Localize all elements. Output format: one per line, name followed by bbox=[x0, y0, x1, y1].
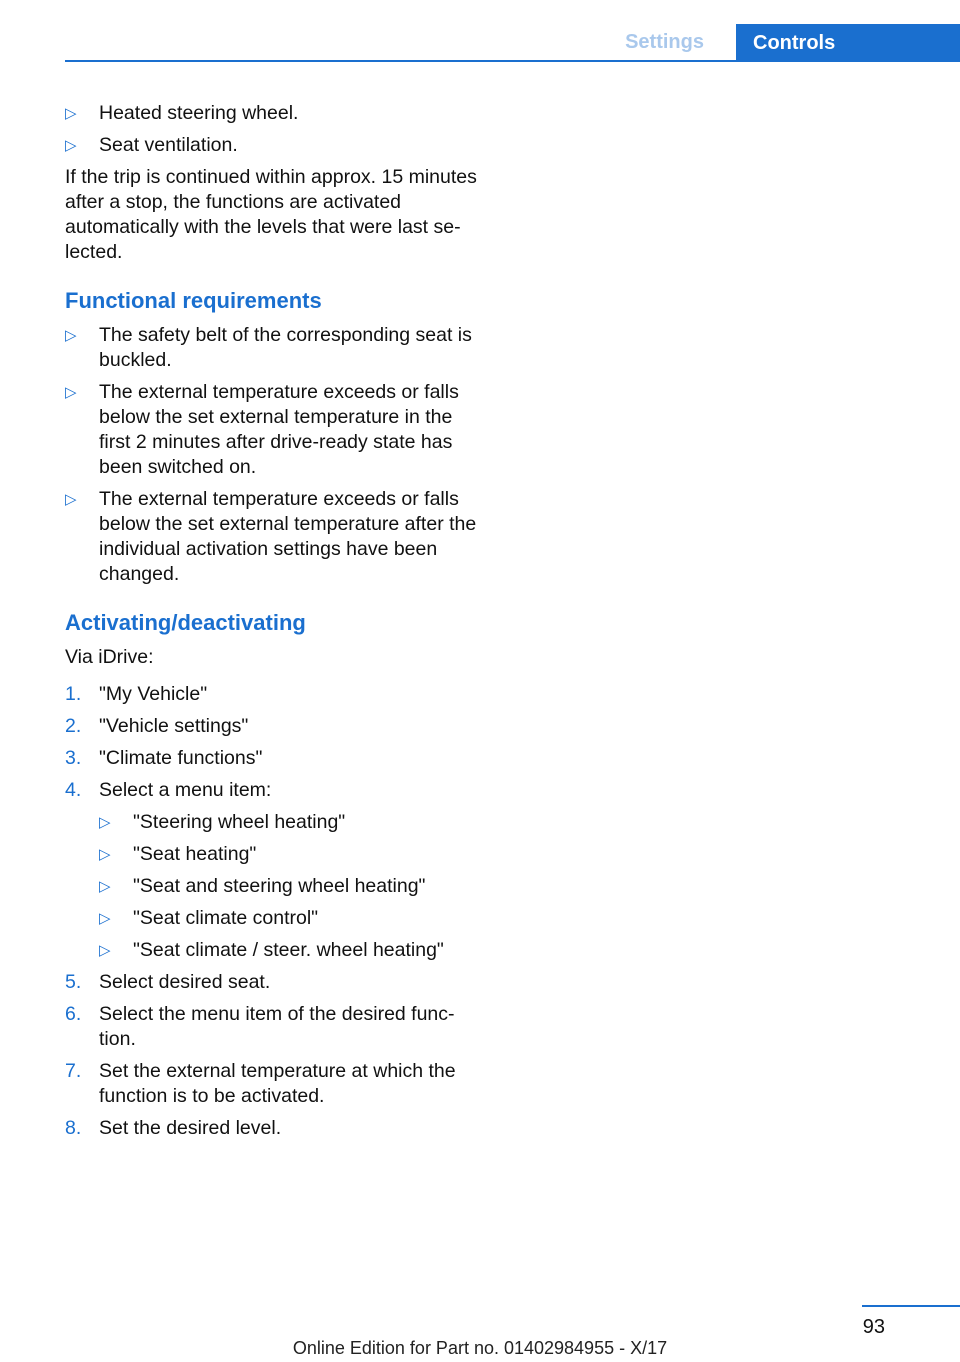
triangle-bullet-icon: ▷ bbox=[99, 814, 111, 831]
tab-settings[interactable]: Settings bbox=[625, 31, 704, 53]
list-item: ▷ "Seat heating" bbox=[99, 843, 257, 865]
tab-controls[interactable]: Controls bbox=[736, 24, 960, 62]
step-number: 6. bbox=[65, 1003, 82, 1025]
list-item: ▷ "Steering wheel heating" bbox=[99, 811, 346, 833]
list-item: ▷ The external temperature exceeds or falls below the set external temperature in the first 2 minutes after drive-ready state has been switched on. bbox=[65, 381, 459, 478]
functional-requirements-section bbox=[65, 287, 480, 587]
section-heading: Activating/deactivating bbox=[65, 610, 306, 635]
list-item: ▷ "Seat climate / steer. wheel heating" bbox=[99, 939, 444, 961]
step-number: 7. bbox=[65, 1060, 82, 1082]
list-item: ▷ The external temperature exceeds or falls below the set external temperature after the individual activation settings have been changed. bbox=[65, 488, 477, 585]
header-rule bbox=[65, 60, 960, 62]
triangle-bullet-icon: ▷ bbox=[99, 878, 111, 895]
list-item: ▷ Heated steering wheel. bbox=[65, 102, 299, 124]
intro-paragraph: If the trip is continued within approx. 15 minutes after a stop, the functions are activated automatically with the levels that were last selected. bbox=[65, 166, 477, 263]
step-item bbox=[65, 1059, 480, 1109]
step-item bbox=[65, 1002, 480, 1052]
main-content bbox=[65, 101, 480, 1148]
step-item bbox=[65, 1116, 480, 1141]
step-text: "My Vehicle" bbox=[99, 683, 208, 705]
step-text: Select a menu item: bbox=[99, 779, 272, 801]
list-item: ▷ Seat ventilation. bbox=[65, 134, 238, 156]
step-number: 2. bbox=[65, 715, 82, 737]
triangle-bullet-icon: ▷ bbox=[99, 846, 111, 863]
page-header bbox=[0, 0, 960, 62]
edition-footer: Online Edition for Part no. 01402984955 - X/17 bbox=[292, 1338, 668, 1358]
list-item: ▷ "Seat climate control" bbox=[99, 907, 319, 929]
step-text: Set the desired level. bbox=[99, 1117, 282, 1139]
step-text: "Climate functions" bbox=[99, 747, 263, 769]
section-heading: Functional requirements bbox=[65, 288, 322, 313]
menu-item-list bbox=[99, 810, 480, 963]
triangle-bullet-icon: ▷ bbox=[65, 137, 77, 154]
list-item: ▷ "Seat and steering wheel heating" bbox=[99, 875, 426, 897]
step-item bbox=[65, 682, 480, 707]
step-item bbox=[65, 778, 480, 963]
step-text: Select desired seat. bbox=[99, 971, 271, 993]
triangle-bullet-icon: ▷ bbox=[65, 105, 77, 122]
step-text: "Vehicle settings" bbox=[99, 715, 249, 737]
step-item bbox=[65, 970, 480, 995]
triangle-bullet-icon: ▷ bbox=[65, 491, 77, 508]
triangle-bullet-icon: ▷ bbox=[99, 942, 111, 959]
step-item bbox=[65, 714, 480, 739]
activating-section bbox=[65, 609, 480, 1141]
step-text: Select the menu item of the desired function. bbox=[99, 1003, 455, 1050]
triangle-bullet-icon: ▷ bbox=[99, 910, 111, 927]
step-number: 8. bbox=[65, 1117, 82, 1139]
list-item: ▷ The safety belt of the corresponding seat is buckled. bbox=[65, 324, 472, 371]
triangle-bullet-icon: ▷ bbox=[65, 384, 77, 401]
step-number: 1. bbox=[65, 683, 82, 705]
step-text: Set the external temperature at which the function is to be activated. bbox=[99, 1060, 456, 1107]
triangle-bullet-icon: ▷ bbox=[65, 327, 77, 344]
step-number: 4. bbox=[65, 779, 82, 801]
footer-rule bbox=[862, 1305, 960, 1307]
section-intro: Via iDrive: bbox=[65, 646, 154, 668]
step-number: 3. bbox=[65, 747, 82, 769]
step-item bbox=[65, 746, 480, 771]
page-number: 93 bbox=[862, 1316, 885, 1338]
step-number: 5. bbox=[65, 971, 82, 993]
